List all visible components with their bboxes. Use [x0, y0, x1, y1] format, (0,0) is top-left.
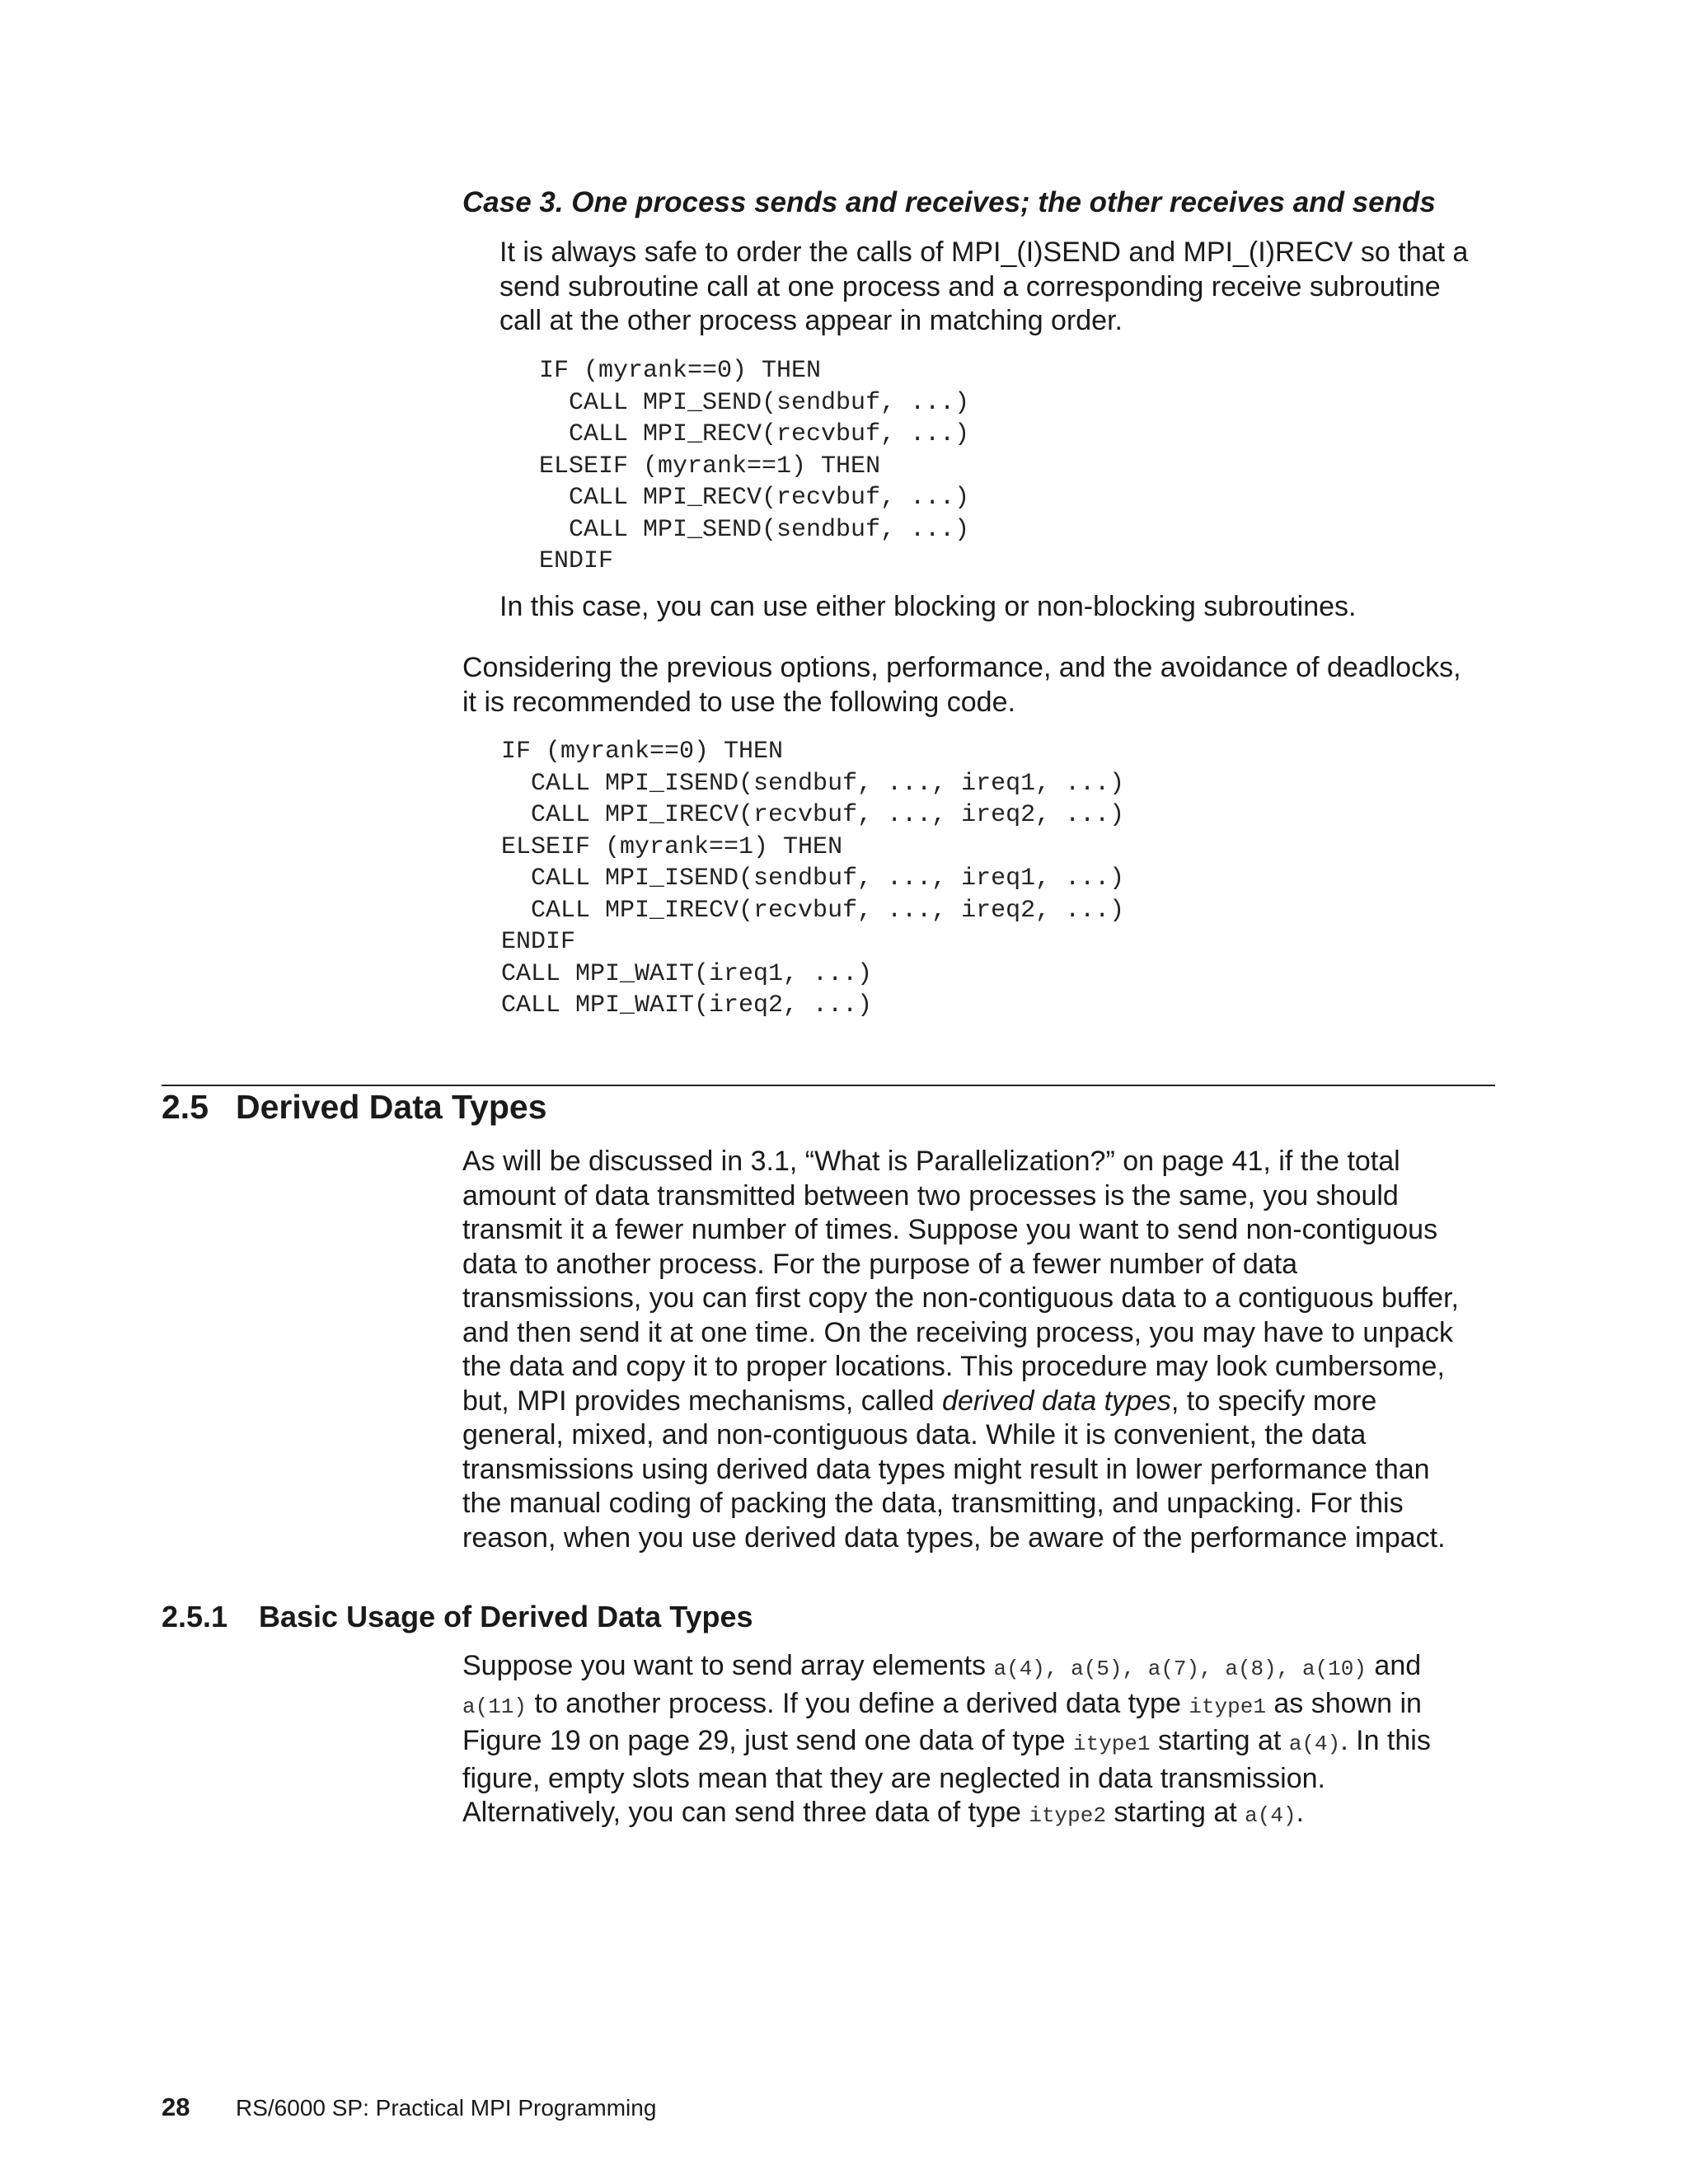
text-line: reason, when you use derived data types, be aware of the performance impact.	[462, 1521, 1446, 1554]
text-line: it is recommended to use the following code.	[462, 686, 1015, 718]
text-run: . In this	[1340, 1725, 1431, 1756]
text-run: starting at	[1105, 1797, 1245, 1828]
recommendation-paragraph	[462, 651, 1461, 719]
text-line: and then send it at one time. On the receiving process, you may have to unpack	[462, 1316, 1454, 1348]
text-run: starting at	[1150, 1725, 1289, 1756]
text-line: data to another process. For the purpose of a fewer number of data	[462, 1248, 1298, 1280]
text-line: Considering the previous options, performance, and the avoidance of deadlocks,	[462, 652, 1461, 683]
recommended-code-block: IF (myrank==0) THEN CALL MPI_ISEND(sendbuf, ..., ireq1, ...) CALL MPI_IRECV(recvbuf, ..., ireq2, ...) ELSEIF (myrank==1) THEN CALL MPI_ISEND(sendbuf, ..., ireq1, ...) CALL MPI_IRECV(recvbuf, ..., ireq2, ...) ENDIF CALL MPI_WAIT(ireq1, ...) CALL MPI_WAIT(ireq2, ...)	[501, 738, 1125, 1019]
emphasis-term: derived data types	[942, 1385, 1171, 1417]
inline-code: a(4)	[1245, 1803, 1296, 1828]
section-heading	[162, 1088, 547, 1127]
text-line	[462, 1796, 1431, 1834]
text-line: transmissions, you can first copy the non-contiguous data to a contiguous buffer,	[462, 1282, 1459, 1314]
text-run: .	[1296, 1797, 1305, 1828]
text-line: figure, empty slots mean that they are neglected in data transmission.	[462, 1762, 1325, 1794]
subsection-heading	[162, 1600, 753, 1634]
case3-paragraph	[499, 236, 1468, 339]
inline-code: itype1	[1072, 1732, 1151, 1756]
text-line: send subroutine call at one process and a corresponding receive subroutine	[499, 270, 1441, 302]
page-number: 28	[162, 2093, 190, 2121]
text-line: general, mixed, and non-contiguous data. While it is convenient, the data	[462, 1419, 1367, 1451]
section-title: Derived Data Types	[236, 1088, 547, 1126]
text-run: Figure 19 on page 29, just send one data of type	[462, 1725, 1073, 1756]
text-line: transmit it a fewer number of times. Suppose you want to send non-contiguous	[462, 1214, 1438, 1245]
book-title: RS/6000 SP: Practical MPI Programming	[236, 2095, 657, 2121]
case3-code-block: IF (myrank==0) THEN CALL MPI_SEND(sendbuf, ...) CALL MPI_RECV(recvbuf, ...) ELSEIF (myrank==1) THEN CALL MPI_RECV(recvbuf, ...) CALL MPI_SEND(sendbuf, ...) ENDIF	[539, 357, 970, 575]
subsection-number: 2.5.1	[162, 1600, 228, 1633]
text-run: , to specify more	[1170, 1385, 1377, 1417]
text-run: and	[1366, 1650, 1422, 1681]
section-number: 2.5	[162, 1088, 209, 1126]
text-line: call at the other process appear in matching order.	[499, 305, 1123, 336]
section-divider	[162, 1085, 1495, 1086]
case3-conclusion: In this case, you can use either blocking or non-blocking subroutines.	[499, 591, 1357, 622]
text-line: the data and copy it to proper locations. This procedure may look cumbersome,	[462, 1351, 1445, 1382]
text-run: Alternatively, you can send three data of type	[462, 1797, 1029, 1828]
text-line: the manual coding of packing the data, transmitting, and unpacking. For this	[462, 1488, 1404, 1519]
text-line	[462, 1385, 1459, 1419]
inline-code: itype1	[1189, 1694, 1266, 1719]
text-line: As will be discussed in 3.1, “What is Parallelization?” on page 41, if the total	[462, 1146, 1400, 1177]
text-line	[462, 1687, 1431, 1725]
text-line: transmissions using derived data types might result in lower performance than	[462, 1453, 1430, 1485]
text-run: as shown in	[1265, 1687, 1422, 1719]
text-run: to another process. If you define a derived data type	[527, 1687, 1189, 1719]
text-line: amount of data transmitted between two processes is the same, you should	[462, 1179, 1399, 1212]
text-line	[462, 1649, 1431, 1687]
inline-code: itype2	[1029, 1803, 1106, 1828]
text-line: It is always safe to order the calls of MPI_(I)SEND and MPI_(I)RECV so that a	[499, 237, 1469, 268]
text-run: but, MPI provides mechanisms, called	[462, 1385, 943, 1417]
inline-code: a(4)	[1288, 1732, 1341, 1756]
text-line	[462, 1724, 1431, 1762]
page-footer	[162, 2093, 656, 2122]
section-2-5-1-paragraph	[462, 1649, 1431, 1834]
inline-code: a(11)	[462, 1694, 528, 1719]
text-run: Suppose you want to send array elements	[462, 1650, 994, 1681]
inline-code: a(4), a(5), a(7), a(8), a(10)	[993, 1657, 1367, 1681]
section-2-5-paragraph	[462, 1145, 1459, 1555]
case3-heading: Case 3. One process sends and receives; the other receives and sends	[462, 186, 1436, 218]
subsection-title: Basic Usage of Derived Data Types	[259, 1600, 753, 1633]
